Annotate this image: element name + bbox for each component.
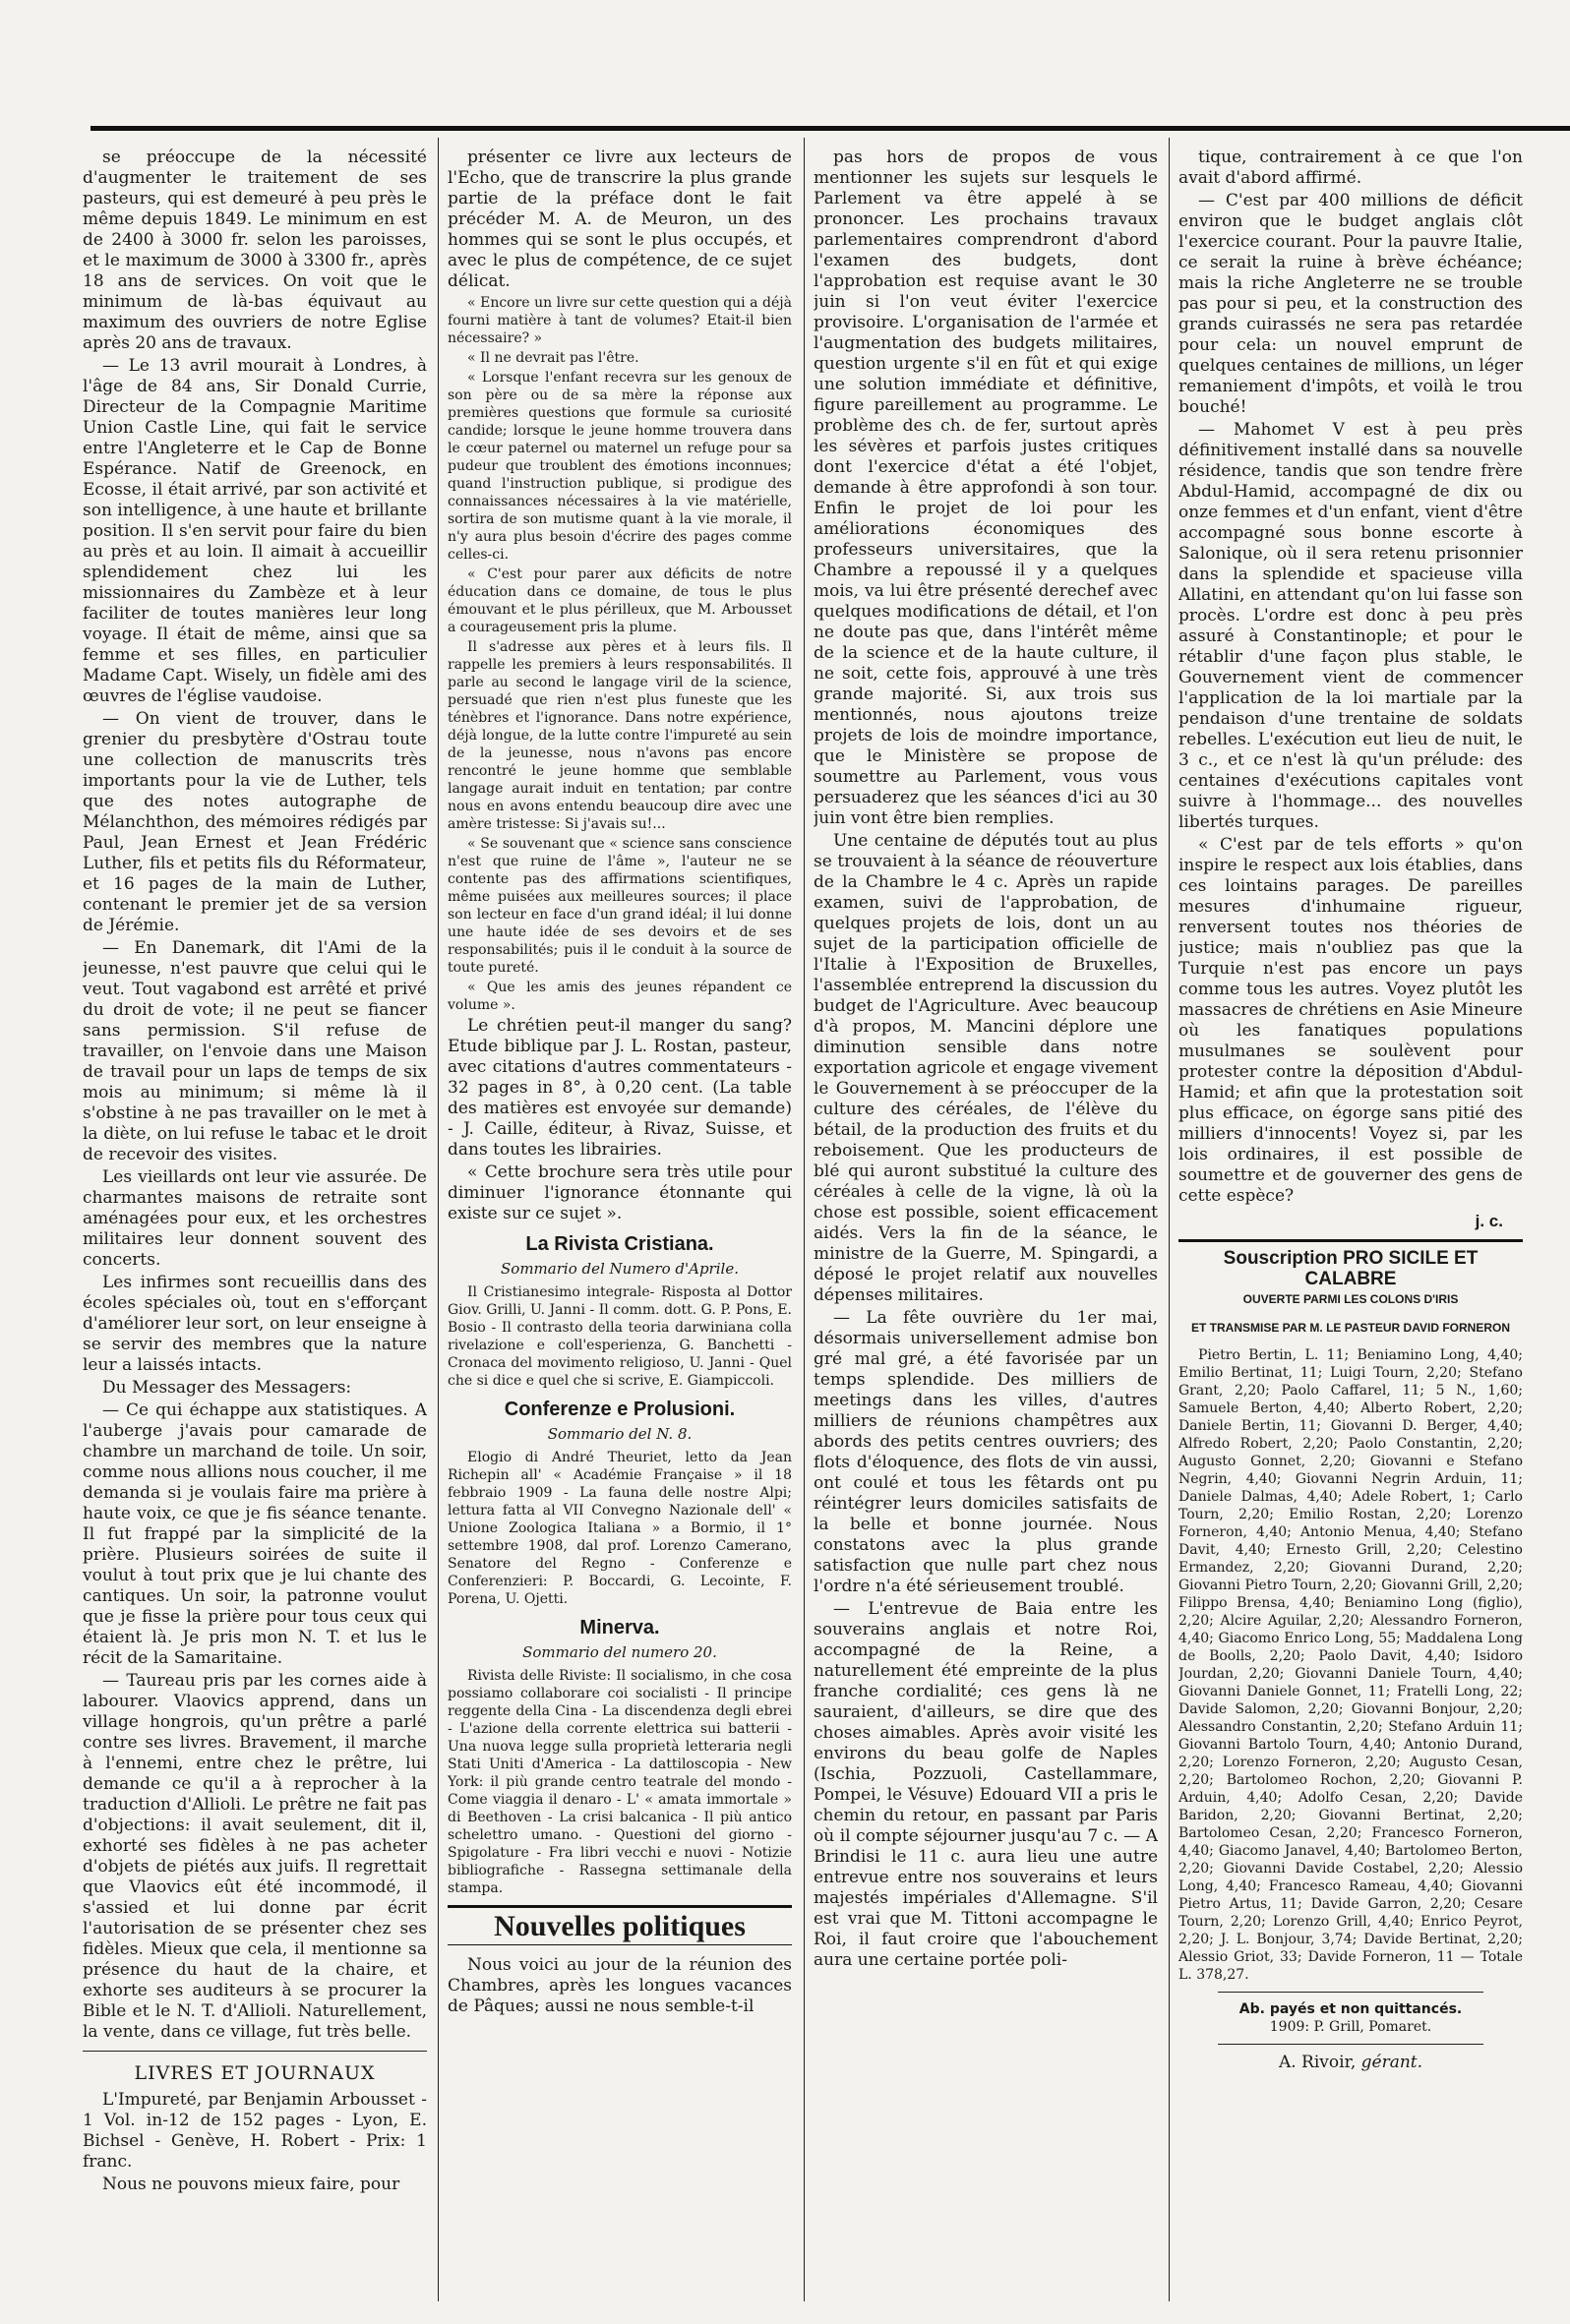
section-heading-livres: LIVRES ET JOURNAUX xyxy=(83,2051,427,2084)
quote-paragraph: « C'est pour parer aux déficits de notre éducation dans ce domaine, de tous le plus émouvant et le plus périlleux, que M. Arbousset a courageusement pris la plume. xyxy=(448,566,792,635)
column-rule xyxy=(1169,138,1170,2301)
article-paragraph: — L'entrevue de Baia entre les souverains anglais et notre Roi, accompagné de la Reine, a naturellement été empreinte de la plus franche cordialité; ces gens là ne sauraient, d'ailleurs, se dire que des choses aimables. Après avoir visité les environs du beau golfe de Naples (Ischia, Pozzuoli, Castellammare, Pompei, le Vésuve) Edouard VII a pris le chemin du retour, en passant par Paris où il compte séjourner jusqu'au 7 c. — A Brindisi le 11 c. aura lieu une autre entrevue entre nos souverains et leurs majestés impériales d'Allemagne. S'il est vrai que M. Tittoni accompagne le Roi, il faut croire que l'abouchement aura une certaine portée poli- xyxy=(814,1599,1158,1970)
author-signature: j. c. xyxy=(1475,1212,1503,1230)
article-paragraph: — Le 13 avril mourait à Londres, à l'âge de 84 ans, Sir Donald Currie, Directeur de la Compagnie Maritime Union Castle Line, qui fait le service entre l'Angleterre et le Cap de Bonne Espérance. Natif de Greenock, en Ecosse, il était arrivé, par son activité et son intelligence, à une haute et brillante position. Il s'en servit pour faire du bien au près et au loin. Il aimait à accueillir splendidement chez lui les missionnaires du Zambèze et à leur faciliter de toutes manières leur long voyage. Il était de même, ainsi que sa femme et ses filles, en particulier Madame Capt. Wisely, un fidèle ami des œuvres de l'église vaudoise. xyxy=(83,356,427,706)
abonnements-body: 1909: P. Grill, Pomaret. xyxy=(1269,2019,1432,2035)
minerva-body: Rivista delle Riviste: Il socialismo, in che cosa possiamo collaborare coi socialisti - Il principe reggente della Cina - La discendenza degli ebrei - L'azione della corrente elettrica sui batterii - Una nuova legge sulla proprietà letteraria negli Stati Uniti d'America - La dattiloscopia - New York: il più grande centro teatrale del mondo - Come viaggia il denaro - L' « amata immortale » di Beethoven - La crisi balcanica - Il più antico schelettro umano. - Questioni del giorno - Spigolature - Fra libri vecchi e nuovi - Notizie bibliografiche - Rassegna settimanale della stampa. xyxy=(448,1668,792,1896)
subscription-list: Pietro Bertin, L. 11; Beniamino Long, 4,40; Emilio Bertinat, 11; Luigi Tourn, 2,20; Stefano Grant, 2,20; Paolo Caffarel, 11; 5 N., 1,60; Samuele Berton, 4,40; Alberto Robert, 2,20; Daniele Bertin, 11; Giovanni D. Berger, 4,40; Alfredo Robert, 2,20; Paolo Constantin, 2,20; Augusto Gonnet, 2,20; Giovanni e Stefano Negrin, 4,40; Giovanni Negrin Arduin, 11; Daniele Dalmas, 4,40; Adele Robert, 1; Carlo Tourn, 2,20; Emilio Rostan, 2,20; Lorenzo Forneron, 4,40; Antonio Menua, 4,40; Stefano Davit, 4,40; Ernesto Grill, 2,20; Celestino Ermandez, 2,20; Giovanni Durand, 2,20; Giovanni Pietro Tourn, 2,20; Giovanni Grill, 2,20; Filippo Brensa, 4,40; Beniamino Long (figlio), 2,20; Alcire Aguilar, 2,20; Alessandro Forneron, 4,40; Giacomo Enrico Long, 55; Maddalena Long de Boolls, 2,20; Paolo Davit, 4,40; Isidoro Jourdan, 2,20; Giovanni Daniele Tourn, 4,40; Giovanni Daniele Gonnet, 11; Fratelli Long, 22; Davide Salomon, 2,20; Giovanni Bonjour, 2,20; Alessandro Constantin, 2,20; Stefano Arduin 11; Giovanni Bartolo Tourn, 4,40; Antonio Durand, 2,20; Lorenzo Forneron, 2,20; Augusto Cesan, 2,20; Bartolomeo Rochon, 2,20; Giovanni P. Arduin, 4,40; Adolfo Cesan, 2,20; Davide Baridon, 2,20; Giovanni Bertinat, 2,20; Bartolomeo Cesan, 2,20; Francesco Forneron, 4,40; Giacomo Janavel, 4,40; Bartolomeo Berton, 2,20; Giovanni Davide Costabel, 2,20; Alessio Long, 4,40; Francesco Rameau, 4,40; Giovanni Pietro Artus, 11; Davide Garron, 2,20; Cesare Tourn, 2,20; Lorenzo Grill, 4,40; Enrico Peyrot, 2,20; J. L. Bonjour, 3,74; Davide Bertinat, 2,20; Alessio Griot, 33; Davide Forneron, 11 — Totale L. 378,27. xyxy=(1178,1347,1523,1983)
article-paragraph: Nous voici au jour de la réunion des Chambres, après les longues vacances de Pâques; aussi ne nous semble-t-il xyxy=(448,1955,792,2016)
article-paragraph: — Taureau pris par les cornes aide à labourer. Vlaovics apprend, dans un village hongrois, qu'un prêtre a parlé contre ses livres. Bravement, il marche à l'ennemi, entre chez le prêtre, lui demande ce qu'il a à reprocher à la traduction d'Allioli. Le prêtre ne fait pas d'objections: il avait seulement, dit il, exhorté ses fidèles à ne pas acheter d'objets de piétés aux juifs. Il regrettait que Vlaovics eût été incommodé, il s'assied et lui donne par écrit l'autorisation de se présenter chez ses fidèles. Mieux que cela, il mentionne sa présence du haut de la chaire, et exhorte ses auditeurs à se procurer la Bible et le N. T. d'Allioli. Naturellement, la vente, dans ce village, fut très belle. xyxy=(83,1671,427,2042)
quote-paragraph: « Lorsque l'enfant recevra sur les genoux de son père ou de sa mère la réponse aux premières questions que formule sa curiosité candide; lorsque le jeune homme trouvera dans le cœur paternel ou maternel un refuge pour sa pudeur que troublent des émotions inconnues; quand l'instruction publique, si prodigue des connaissances nécessaires à la vie matérielle, sortira de son mutisme quant à la vie morale, il n'y aura plus besoin d'écrire des pages comme celles-ci. xyxy=(448,370,792,563)
article-paragraph: « C'est par de tels efforts » qu'on inspire le respect aux lois établies, dans ces lointains parages. De pareilles mesures d'inhumaine rigueur, renversent toutes nos théories de justice; mais n'oubliez pas que la Turquie n'est pas encore un pays comme tous les autres. Voyez plutôt les massacres de chrétiens en Asie Mineure où les fanatiques populations musulmanes se soulèvent pour protester contre la déposition d'Abdul-Hamid; et afin que la protestation soit plus efficace, on égorge sans pitié des milliers d'innocents! Voyez si, par les lois ordinaires, il est possible de soumettre et de gouverner des gens de cette espèce? xyxy=(1178,835,1523,1206)
gerant-role: gérant. xyxy=(1360,2053,1423,2072)
book-review-paragraph: L'Impureté, par Benjamin Arbousset - 1 Vol. in-12 de 152 pages - Lyon, E. Bichsel - Genève, H. Robert - Prix: 1 franc. xyxy=(83,2090,427,2172)
column-2 xyxy=(448,148,792,2304)
rivista-subtitle: Sommario del Numero d'Aprile. xyxy=(501,1260,739,1278)
article-paragraph: Une centaine de députés tout au plus se trouvaient à la séance de réouverture de la Chambre le 4 c. Après un rapide examen, suivi de l'approbation, de quelques projets de lois, dont un au sujet de la participation officielle de l'Italie à l'Exposition de Bruxelles, l'assemblée entreprend la discussion du budget de l'Agriculture. Avec beaucoup d'à propos, M. Mancini déplore une diminution sensible dans notre exportation agricole et engage vivement le Gouvernement à se préoccuper de la culture des céréales, de l'élève du bétail, de la production des fruits et du reboisement. Que les producteurs de blé qui auront substitué la culture des céréales à celle de la vigne, là où la chose est possible, soient efficacement aidés. Vers la fin de la séance, le ministre de la Guerre, M. Spingardi, a déposé le projet relatif aux nouvelles dépenses militaires. xyxy=(814,831,1158,1305)
column-rule xyxy=(438,138,439,2301)
book-review-paragraph: Nous ne pouvons mieux faire, pour xyxy=(102,2175,400,2194)
quote-paragraph: « Il ne devrait pas l'être. xyxy=(467,350,639,366)
nouvelles-politiques-title: Nouvelles politiques xyxy=(448,1905,792,1945)
minerva-title: Minerva. xyxy=(579,1617,660,1639)
divider xyxy=(1218,1992,1483,1993)
column-3 xyxy=(814,148,1158,2304)
article-paragraph: — La fête ouvrière du 1er mai, désormais universellement admise bon gré mal gré, a été favorisée par un temps splendide. Des milliers de meetings dans les villes, d'autres milliers de réunions champêtres aux abords des petits centres ouvriers; des flots d'éloquence, des flots de vin aussi, ont coulé et tous les fêtards ont pu réintégrer leurs domiciles satisfaits de la belle et bonne journée. Nous constatons avec la plus grande satisfaction que nulle part chez nous l'ordre n'a été sérieusement troublé. xyxy=(814,1308,1158,1596)
article-paragraph: — C'est par 400 millions de déficit environ que le budget anglais clôt l'exercice courant. Pour la pauvre Italie, ce serait la ruine à brève échéance; mais la riche Angleterre ne se trouble pas pour si peu, et la construction des grands cuirassés ne sera pas retardée pour cela: un nouvel emprunt de quelques centaines de millions, un léger remaniement d'impôts, et voilà le trou bouché! xyxy=(1178,191,1523,417)
article-paragraph: Les vieillards ont leur vie assurée. De charmantes maisons de retraite sont aménagées pour eux, et les orchestres militaires leur donnent souvent des concerts. xyxy=(83,1167,427,1270)
article-paragraph: se préoccupe de la nécessité d'augmenter le traitement de ses pasteurs, qui est demeuré à peu près le même depuis 1849. Le minimum en est de 2400 à 3000 fr. selon les paroisses, et le maximum de 3000 à 3300 fr., après 18 ans de services. On voit que le minimum de là-bas équivaut au maximum des ouvriers de notre Eglise après 20 ans de travaux. xyxy=(83,148,427,353)
article-paragraph: Les infirmes sont recueillis dans des écoles spéciales où, tout en s'efforçant d'améliorer leur sort, on leur enseigne à se servir des membres que la nature leur a laissés intacts. xyxy=(83,1273,427,1375)
subscription-subtitle-2: ET TRANSMISE PAR M. LE PASTEUR DAVID FORNERON xyxy=(1190,1321,1510,1335)
column-1 xyxy=(83,148,427,2304)
subscription-title: Souscription PRO SICILE ET CALABRE xyxy=(1223,1248,1479,1289)
book-review-paragraph: Le chrétien peut-il manger du sang? Etude biblique par J. L. Rostan, pasteur, avec citations d'autres commentateurs - 32 pages in 8°, à 0,20 cent. (La table des matières est envoyée sur demande) - J. Caille, éditeur, à Rivaz, Suisse, et dans toutes les librairies. xyxy=(448,1016,792,1160)
quote-paragraph: « Encore un livre sur cette question qui a déjà fourni matière à tant de volumes? Etait-il bien nécessaire? » xyxy=(448,295,792,346)
conferenze-title: Conferenze e Prolusioni. xyxy=(504,1399,736,1420)
quote-paragraph: Il s'adresse aux pères et à leurs fils. Il rappelle les premiers à leurs responsabilités. Il parle au second le langage viril de la science, persuadé que rien n'est plus funeste que les ténèbres et l'ignorance. Dans notre expérience, déjà longue, de la lutte contre l'impureté au sein de la jeunesse, nous n'avons pas encore rencontré le jeune homme que semblable langage aurait induit en tentation; par contre nous en avons entendu beaucoup dire avec une amère tristesse: Si j'avais su!... xyxy=(448,639,792,832)
article-paragraph: tique, contrairement à ce que l'on avait d'abord affirmé. xyxy=(1178,148,1523,188)
column-4 xyxy=(1178,148,1523,2304)
article-paragraph: — En Danemark, dit l'Ami de la jeunesse, n'est pauvre que celui qui le veut. Tout vagabond est arrêté et privé du droit de vote; il ne peut se fiancer sans permission. S'il refuse de travailler, on l'envoie dans une Maison de travail pour un laps de temps de six mois au minimum; si même là il s'obstine à ne pas travailler on le met à la diète, on lui refuse le tabac et le droit de recevoir des visites. xyxy=(83,938,427,1164)
conferenze-subtitle: Sommario del N. 8. xyxy=(547,1425,693,1443)
abonnements-title: Ab. payés et non quittancés. xyxy=(1238,2001,1463,2017)
article-paragraph: pas hors de propos de vous mentionner les sujets sur lesquels le Parlement va être appelé à se prononcer. Les prochains travaux parlementaires comprendront d'abord l'examen des budgets, dont l'approbation est requise avant le 30 juin si l'on veut éviter l'exercice provisoire. L'organisation de l'armée et l'augmentation des budgets militaires, question urgente s'il en fût et qui exige une solution immédiate et définitive, figure pareillement au programme. Le problème des ch. de fer, surtout après les sévères et parfois justes critiques dont l'exercice d'état a été l'objet, demande à être approfondi à son tour. Enfin le projet de loi pour les améliorations économiques des professeurs universitaires, que la Chambre a repoussé il y a quelques mois, va lui être présenté derechef avec quelques modifications de détail, et l'on ne doute pas que, dans l'intérêt même de la science et de la haute culture, il ne soit, cette fois, approuvé à une très grande majorité. Si, aux trois sus mentionnés, nous ajoutons treize projets de lois de moindre importance, que le Ministère se propose de soumettre au Parlement, vous vous persuaderez que les séances d'ici au 30 juin vont être bien remplies. xyxy=(814,148,1158,828)
article-paragraph: — Ce qui échappe aux statistiques. A l'auberge j'avais pour camarade de chambre un marchand de toile. Un soir, comme nous allions nous coucher, il me demanda si je voulais faire ma prière à haute voix, ce que je fis séance tenante. Il fut frappé par la simplicité de la prière. Plusieurs soirées de suite il voulut à tout prix que je lui chante des cantiques. Un soir, la patronne voulut que je fisse la prière pour tous ceux qui étaient là. Je pris mon N. T. et lus le récit de la Samaritaine. xyxy=(83,1400,427,1668)
quote-paragraph: « Que les amis des jeunes répandent ce volume ». xyxy=(448,980,792,1013)
minerva-subtitle: Sommario del numero 20. xyxy=(522,1643,717,1661)
subscription-box xyxy=(1178,1239,1523,1984)
book-review-paragraph: « Cette brochure sera très utile pour diminuer l'ignorance étonnante qui existe sur ce sujet ». xyxy=(448,1162,792,1223)
article-paragraph: — Mahomet V est à peu près définitivement installé dans sa nouvelle résidence, tandis que son tendre frère Abdul-Hamid, accompagné de dix ou onze femmes et d'un enfant, vient d'être accompagné sous bonne escorte à Salonique, où il sera retenu prisonnier dans la splendide et spacieuse villa Allatini, en attendant qu'on lui fasse son procès. L'ordre est donc à peu près assuré à Constantinople; et pour le rétablir d'une façon plus stable, le Gouvernement vient de commencer l'application de la loi martiale par la pendaison d'une trentaine de soldats rebelles. L'exécution eut lieu de nuit, le 3 c., et ce n'est là qu'un prélude: des centaines d'exécutions capitales vont suivre à l'hommage... des nouvelles libertés turques. xyxy=(1178,420,1523,832)
rivista-body: Il Cristianesimo integrale- Risposta al Dottor Giov. Grilli, U. Janni - Il comm. dott. G. P. Pons, E. Bosio - Il contrasto della teoria darwiniana colla rivelazione e coll'esperienza, G. Banchetti - Cronaca del movimento religioso, U. Janni - Quel che si dice e quel che si scrive, E. Giampiccoli. xyxy=(448,1284,792,1389)
article-paragraph: présenter ce livre aux lecteurs de l'Echo, que de transcrire la plus grande partie de la préface dont le fait précéder M. A. de Meuron, un des hommes qui se sont le plus occupés, et avec le plus de compétence, de ce sujet délicat. xyxy=(448,148,792,291)
conferenze-body: Elogio di André Theuriet, letto da Jean Richepin all' « Académie Française » il 18 febbraio 1909 - La fauna delle nostre Alpi; lettura fatta al VII Convegno Nazionale dell' « Unione Zoologica Italiana » a Bormio, il 1° settembre 1908, dal prof. Lorenzo Camerano, Senatore del Regno - Conferenze e Conferenzieri: P. Boccardi, G. Lecointe, F. Porena, U. Ojetti. xyxy=(448,1450,792,1607)
quote-paragraph: « Se souvenant que « science sans conscience n'est que ruine de l'âme », l'auteur ne se contente pas des affirmations scientifiques, même puisées aux meilleures sources; il place son lecteur en face d'un grand idéal; il lui donne une haute idée de ses devoirs et de ses responsabilités; puis il le conduit à la source de toute pureté. xyxy=(448,836,792,976)
divider xyxy=(1218,2044,1483,2045)
article-paragraph: — On vient de trouver, dans le grenier du presbytère d'Ostrau toute une collection de manuscrits très importants pour la vie de Luther, tels que des notes autographe de Mélanchthon, des mémoires rédigés par Paul, Jean Ernest et Jean Frédéric Luther, fils et petits fils du Réformateur, et 16 pages de la main de Luther, contenant le premier jet de sa version de Jérémie. xyxy=(83,709,427,935)
column-rule xyxy=(804,138,805,2301)
rivista-title: La Rivista Cristiana. xyxy=(525,1233,714,1255)
top-rule xyxy=(91,126,1570,131)
gerant-line xyxy=(1178,2053,1523,2073)
gerant-name: A. Rivoir, xyxy=(1278,2053,1357,2072)
article-paragraph: Du Messager des Messagers: xyxy=(102,1378,352,1398)
subscription-subtitle-1: OUVERTE PARMI LES COLONS D'IRIS xyxy=(1242,1292,1459,1306)
